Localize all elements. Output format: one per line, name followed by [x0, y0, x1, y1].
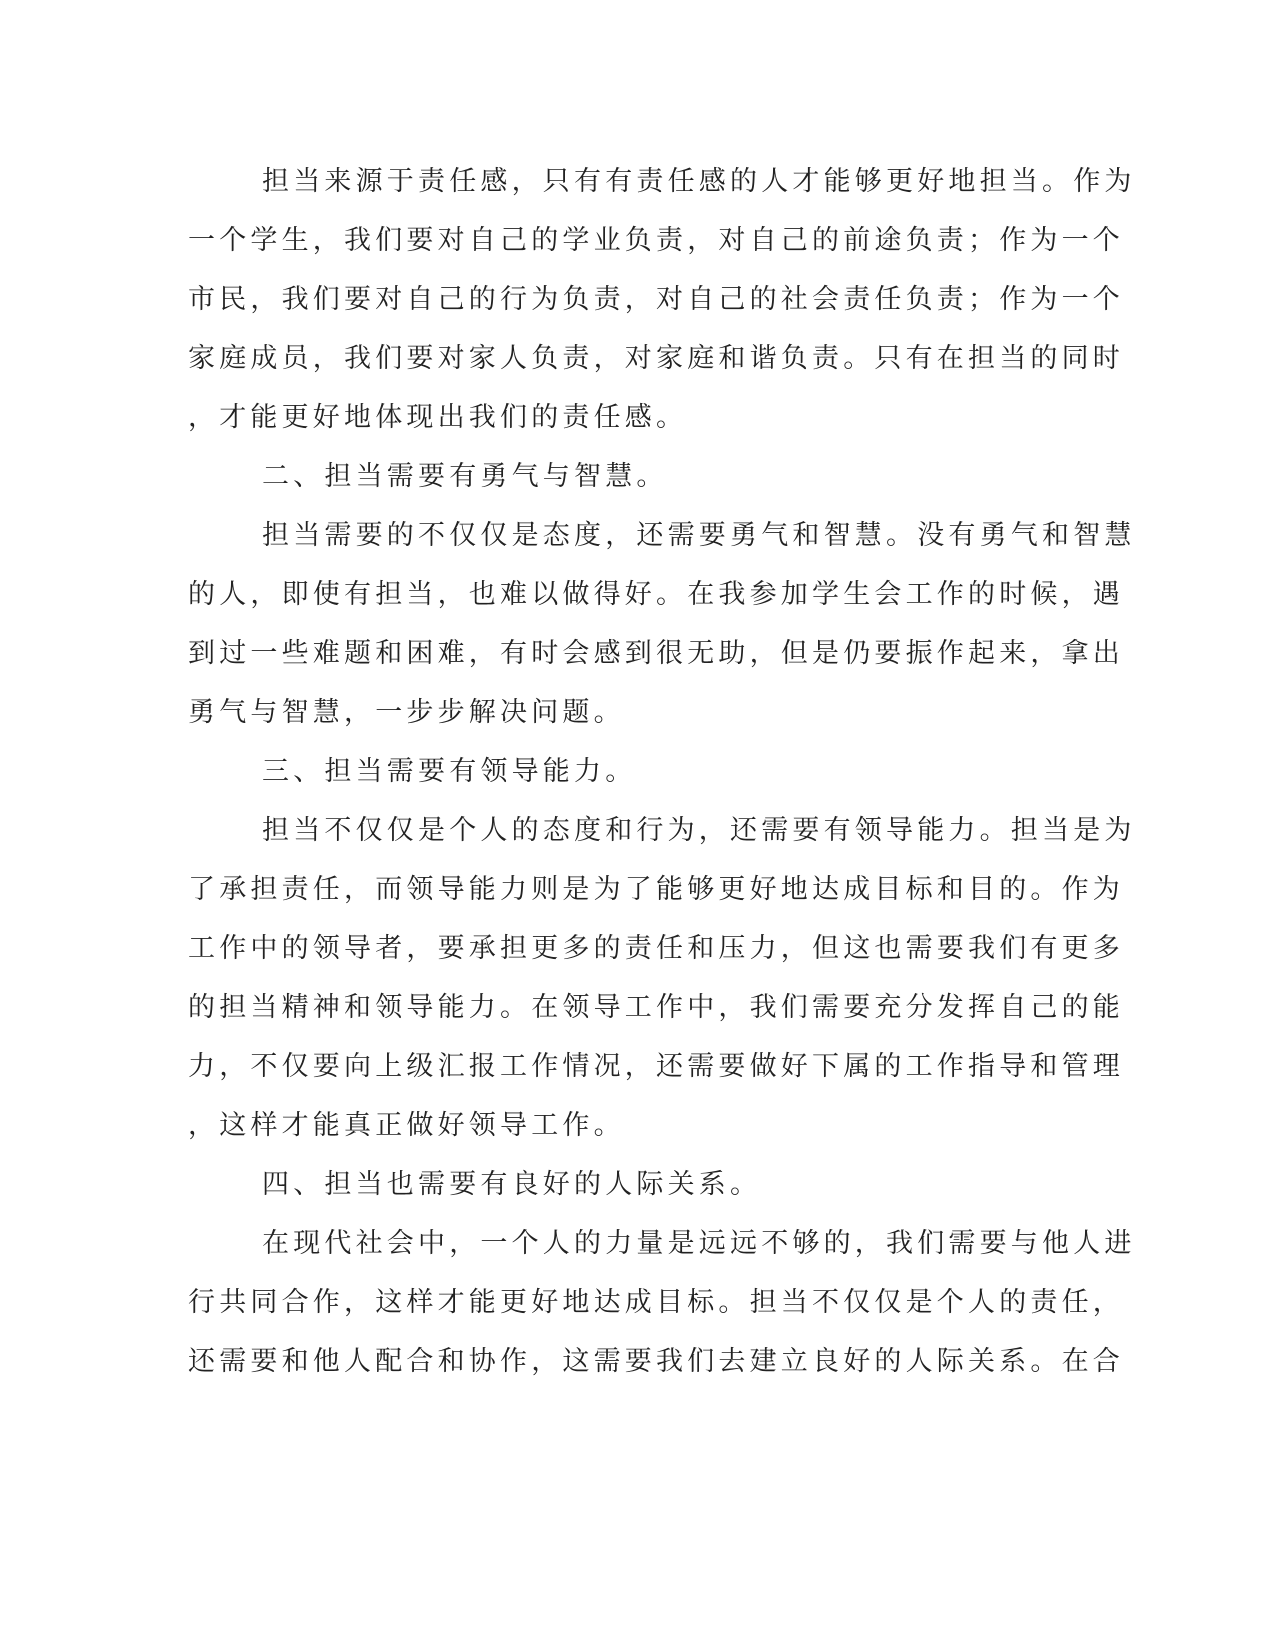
- paragraph-line: 了承担责任，而领导能力则是为了能够更好地达成目标和目的。作为: [188, 874, 1124, 905]
- paragraph-line: 还需要和他人配合和协作，这需要我们去建立良好的人际关系。在合: [188, 1346, 1124, 1377]
- paragraph-line: 家庭成员，我们要对家人负责，对家庭和谐负责。只有在担当的同时: [188, 343, 1124, 374]
- paragraph-line: 的担当精神和领导能力。在领导工作中，我们需要充分发挥自己的能: [188, 992, 1124, 1023]
- paragraph-line: 担当来源于责任感，只有有责任感的人才能够更好地担当。作为: [262, 166, 1136, 197]
- paragraph-line: 到过一些难题和困难，有时会感到很无助，但是仍要振作起来，拿出: [188, 638, 1124, 669]
- paragraph-line: 的人，即使有担当，也难以做得好。在我参加学生会工作的时候，遇: [188, 579, 1124, 610]
- paragraph-line: 一个学生，我们要对自己的学业负责，对自己的前途负责；作为一个: [188, 225, 1124, 256]
- paragraph-line: ，这样才能真正做好领导工作。: [188, 1110, 625, 1141]
- paragraph-line: 行共同合作，这样才能更好地达成目标。担当不仅仅是个人的责任，: [188, 1287, 1124, 1318]
- paragraph-line: 担当不仅仅是个人的态度和行为，还需要有领导能力。担当是为: [262, 815, 1136, 846]
- paragraph-line: 市民，我们要对自己的行为负责，对自己的社会责任负责；作为一个: [188, 284, 1124, 315]
- paragraph-line: 力，不仅要向上级汇报工作情况，还需要做好下属的工作指导和管理: [188, 1051, 1124, 1082]
- paragraph-line: 工作中的领导者，要承担更多的责任和压力，但这也需要我们有更多: [188, 933, 1124, 964]
- section-heading: 四、担当也需要有良好的人际关系。: [262, 1169, 762, 1200]
- paragraph-line: 勇气与智慧，一步步解决问题。: [188, 697, 625, 728]
- paragraph-line: 在现代社会中，一个人的力量是远远不够的，我们需要与他人进: [262, 1228, 1136, 1259]
- section-heading: 三、担当需要有领导能力。: [262, 756, 637, 787]
- paragraph-line: ，才能更好地体现出我们的责任感。: [188, 402, 688, 433]
- section-heading: 二、担当需要有勇气与智慧。: [262, 461, 668, 492]
- paragraph-line: 担当需要的不仅仅是态度，还需要勇气和智慧。没有勇气和智慧: [262, 520, 1136, 551]
